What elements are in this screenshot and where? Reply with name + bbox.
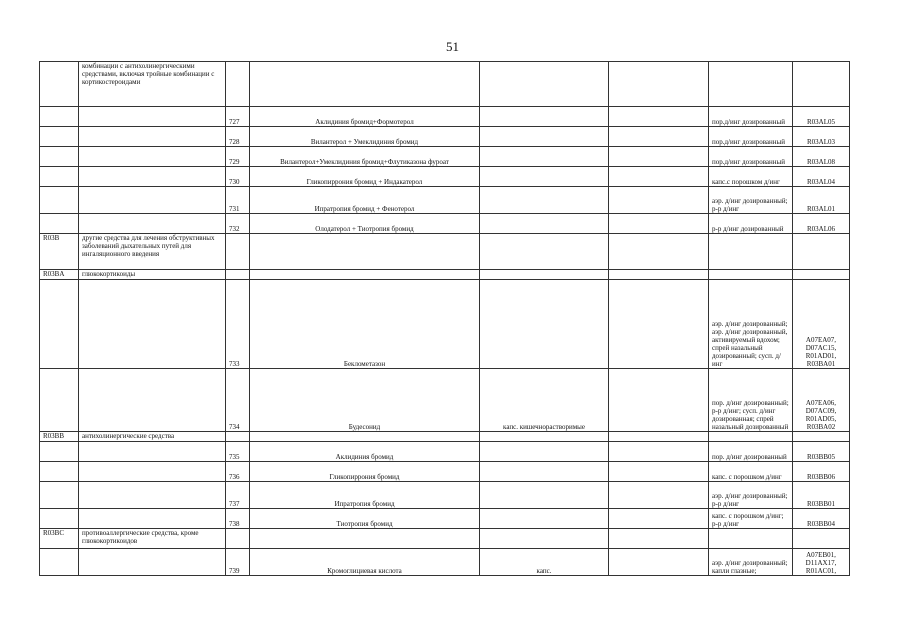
dosage-form-solid <box>480 127 609 147</box>
drug-name: Ипратропия бромид + Фенотерол <box>250 187 480 214</box>
empty-cell <box>709 62 793 107</box>
drug-row <box>40 187 850 214</box>
dosage-form-solid <box>480 214 609 234</box>
row-number: 736 <box>226 462 250 482</box>
empty-cell <box>609 529 709 549</box>
drug-row <box>40 442 850 462</box>
empty-cell <box>609 62 709 107</box>
dosage-form-other <box>609 369 709 432</box>
drug-name: Олодатерол + Тиотропия бромид <box>250 214 480 234</box>
atc-codes: R03BB06 <box>793 462 850 482</box>
empty-cell <box>79 107 226 127</box>
dosage-form-other <box>609 280 709 369</box>
empty-cell <box>40 280 79 369</box>
table-body <box>40 62 850 576</box>
drug-row <box>40 214 850 234</box>
empty-cell <box>79 187 226 214</box>
drug-name: Вилантерол+Умеклидиния бромид+Флутиказона фуроат <box>250 147 480 167</box>
empty-cell <box>480 234 609 270</box>
empty-cell <box>226 234 250 270</box>
drug-name: Кромоглициевая кислота <box>250 549 480 576</box>
empty-cell <box>40 147 79 167</box>
dosage-form-solid <box>480 107 609 127</box>
dosage-form-inhalation: пор.д/инг дозированный <box>709 127 793 147</box>
dosage-form-other <box>609 214 709 234</box>
drug-name: Будесонид <box>250 369 480 432</box>
empty-cell <box>480 62 609 107</box>
dosage-form-inhalation: аэр. д/инг дозированный; капли глазные; <box>709 549 793 576</box>
dosage-form-inhalation: пор. д/инг дозированный <box>709 442 793 462</box>
empty-cell <box>609 432 709 442</box>
empty-cell <box>79 482 226 509</box>
atc-codes: R03AL05 <box>793 107 850 127</box>
empty-cell <box>793 529 850 549</box>
atc-group-description: антихолинергические средства <box>79 432 226 442</box>
row-number: 731 <box>226 187 250 214</box>
atc-group-description: другие средства для лечения обструктивных заболеваний дыхательных путей для ингаляционного введения <box>79 234 226 270</box>
atc-codes: R03AL04 <box>793 167 850 187</box>
drug-name: Тиотропия бромид <box>250 509 480 529</box>
row-number: 737 <box>226 482 250 509</box>
dosage-form-inhalation: пор.д/инг дозированный <box>709 147 793 167</box>
dosage-form-solid: капс. <box>480 549 609 576</box>
row-number: 735 <box>226 442 250 462</box>
dosage-form-inhalation: аэр. д/инг дозированный; р-р д/инг <box>709 482 793 509</box>
dosage-form-inhalation: капс.с порошком д/инг <box>709 167 793 187</box>
empty-cell <box>250 62 480 107</box>
group-row <box>40 270 850 280</box>
dosage-form-inhalation: пор. д/инг дозированный; р-р д/инг; сусп. д/инг дозированная; спрей назальный дозированный <box>709 369 793 432</box>
drug-row <box>40 462 850 482</box>
page-number: 51 <box>446 39 459 54</box>
empty-cell <box>793 234 850 270</box>
empty-cell <box>40 509 79 529</box>
dosage-form-inhalation: пор.д/инг дозированный <box>709 107 793 127</box>
empty-cell <box>480 270 609 280</box>
empty-cell <box>79 214 226 234</box>
row-number: 728 <box>226 127 250 147</box>
empty-cell <box>40 442 79 462</box>
dosage-form-solid <box>480 147 609 167</box>
drug-name: Гликопиррония бромид + Индакатерол <box>250 167 480 187</box>
empty-cell <box>79 147 226 167</box>
empty-cell <box>79 509 226 529</box>
empty-cell <box>40 369 79 432</box>
drug-row <box>40 509 850 529</box>
empty-cell <box>79 280 226 369</box>
row-number: 734 <box>226 369 250 432</box>
atc-codes: R03BB04 <box>793 509 850 529</box>
dosage-form-other <box>609 107 709 127</box>
drug-name: Гликопиррония бромид <box>250 462 480 482</box>
empty-cell <box>40 214 79 234</box>
drug-row <box>40 549 850 576</box>
empty-cell <box>709 270 793 280</box>
empty-cell <box>226 270 250 280</box>
dosage-form-other <box>609 549 709 576</box>
dosage-form-other <box>609 509 709 529</box>
dosage-form-other <box>609 187 709 214</box>
drug-row <box>40 482 850 509</box>
empty-cell <box>40 127 79 147</box>
drug-row <box>40 127 850 147</box>
atc-group-description: противоаллергические средства, кроме глюкокортикоидов <box>79 529 226 549</box>
row-number: 738 <box>226 509 250 529</box>
dosage-form-solid <box>480 280 609 369</box>
dosage-form-inhalation: аэр. д/инг дозированный; аэр. д/инг дозированный, активируемый вдохом; спрей назальный дозированный; сусп. д/инг <box>709 280 793 369</box>
empty-cell <box>226 62 250 107</box>
drug-name: Аклидиния бромид+Формотерол <box>250 107 480 127</box>
drug-row <box>40 147 850 167</box>
empty-cell <box>709 432 793 442</box>
empty-cell <box>79 369 226 432</box>
row-number: 730 <box>226 167 250 187</box>
empty-cell <box>609 234 709 270</box>
dosage-form-inhalation: р-р д/инг дозированный <box>709 214 793 234</box>
empty-cell <box>79 167 226 187</box>
atc-group-code: R03BB <box>40 432 79 442</box>
empty-cell <box>79 127 226 147</box>
empty-cell <box>226 529 250 549</box>
atc-group-code: R03B <box>40 234 79 270</box>
row-number: 729 <box>226 147 250 167</box>
atc-group-description: комбинации с антихолинергическими средствами, включая тройные комбинации с кортикостероидами <box>79 62 226 107</box>
dosage-form-solid <box>480 187 609 214</box>
empty-cell <box>793 270 850 280</box>
empty-cell <box>79 549 226 576</box>
dosage-form-solid <box>480 482 609 509</box>
empty-cell <box>40 549 79 576</box>
dosage-form-other <box>609 482 709 509</box>
atc-codes: R03BB01 <box>793 482 850 509</box>
empty-cell <box>793 432 850 442</box>
drug-name: Ипратропия бромид <box>250 482 480 509</box>
drug-list-table <box>39 61 850 576</box>
empty-cell <box>40 187 79 214</box>
group-row <box>40 62 850 107</box>
empty-cell <box>40 107 79 127</box>
empty-cell <box>40 167 79 187</box>
atc-codes: A07EA06, D07AC09, R01AD05, R03BA02 <box>793 369 850 432</box>
dosage-form-other <box>609 462 709 482</box>
dosage-form-solid <box>480 509 609 529</box>
atc-codes: R03AL01 <box>793 187 850 214</box>
empty-cell <box>709 529 793 549</box>
atc-codes: R03AL03 <box>793 127 850 147</box>
empty-cell <box>79 442 226 462</box>
empty-cell <box>480 529 609 549</box>
drug-name: Беклометазон <box>250 280 480 369</box>
dosage-form-inhalation: капс. с порошком д/инг; р-р д/инг <box>709 509 793 529</box>
dosage-form-solid <box>480 462 609 482</box>
atc-group-code: R03BC <box>40 529 79 549</box>
group-row <box>40 529 850 549</box>
dosage-form-solid <box>480 167 609 187</box>
dosage-form-inhalation: капс. с порошком д/инг <box>709 462 793 482</box>
empty-cell <box>250 270 480 280</box>
atc-codes: R03AL06 <box>793 214 850 234</box>
atc-group-code <box>40 62 79 107</box>
atc-codes: R03BB05 <box>793 442 850 462</box>
dosage-form-solid <box>480 442 609 462</box>
group-row <box>40 234 850 270</box>
dosage-form-other <box>609 127 709 147</box>
drug-row <box>40 369 850 432</box>
empty-cell <box>250 432 480 442</box>
empty-cell <box>79 462 226 482</box>
empty-cell <box>226 432 250 442</box>
empty-cell <box>40 482 79 509</box>
dosage-form-other <box>609 167 709 187</box>
empty-cell <box>250 234 480 270</box>
drug-row <box>40 280 850 369</box>
empty-cell <box>709 234 793 270</box>
empty-cell <box>480 432 609 442</box>
group-row <box>40 432 850 442</box>
row-number: 732 <box>226 214 250 234</box>
dosage-form-other <box>609 442 709 462</box>
empty-cell <box>40 462 79 482</box>
drug-name: Вилантерол + Умеклидиния бромид <box>250 127 480 147</box>
row-number: 733 <box>226 280 250 369</box>
empty-cell <box>250 529 480 549</box>
row-number: 739 <box>226 549 250 576</box>
dosage-form-other <box>609 147 709 167</box>
drug-row <box>40 167 850 187</box>
atc-codes: A07EB01, D11AX17, R01AC01, <box>793 549 850 576</box>
empty-cell <box>793 62 850 107</box>
atc-codes: R03AL08 <box>793 147 850 167</box>
atc-codes: A07EA07, D07AC15, R01AD01, R03BA01 <box>793 280 850 369</box>
dosage-form-inhalation: аэр. д/инг дозированный; р-р д/инг <box>709 187 793 214</box>
row-number: 727 <box>226 107 250 127</box>
atc-group-description: глюкокортикоиды <box>79 270 226 280</box>
dosage-form-solid: капс. кишечнорастворимые <box>480 369 609 432</box>
empty-cell <box>609 270 709 280</box>
drug-name: Аклидиния бромид <box>250 442 480 462</box>
atc-group-code: R03BA <box>40 270 79 280</box>
drug-row <box>40 107 850 127</box>
